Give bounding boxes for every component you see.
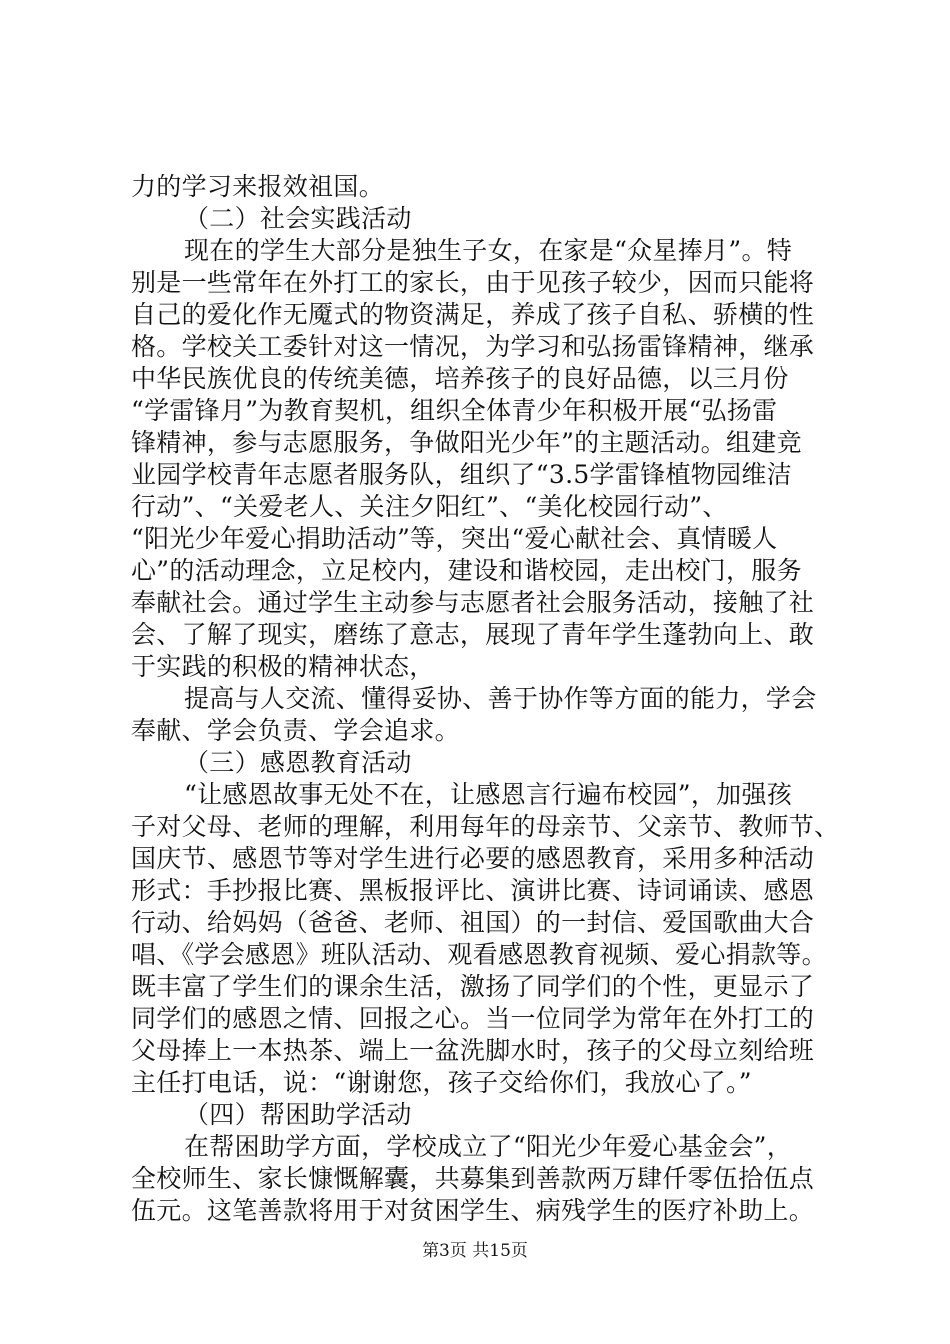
text-line: 主任打电话，说：“谢谢您，孩子交给你们，我放心了。” (131, 1068, 752, 1097)
text-line: 力的学习来报效祖国。 (131, 172, 385, 201)
text-line: 会、了解了现实，磨练了意志，展现了青年学生蓬勃向上、敢 (131, 620, 815, 649)
text-line: 奉献社会。通过学生主动参与志愿者社会服务活动，接触了社 (131, 588, 815, 617)
text-line: 在帮困助学方面，学校成立了“阳光少年爱心基金会”， (184, 1132, 793, 1161)
text-line: 形式：手抄报比赛、黑板报评比、演讲比赛、诗词诵读、感恩 (131, 876, 815, 905)
text-line: 伍元。这笔善款将用于对贫困学生、病残学生的医疗补助上。 (131, 1196, 815, 1225)
text-line: “学雷锋月”为教育契机，组织全体青少年积极开展“弘扬雷 (131, 396, 778, 425)
text-line: 于实践的积极的精神状态， (131, 652, 435, 681)
text-line: 国庆节、感恩节等对学生进行必要的感恩教育，采用多种活动 (131, 844, 815, 873)
text-line: “阳光少年爱心捐助活动”等，突出“爱心献社会、真情暖人 (131, 524, 778, 553)
page-number: 第3页 共15页 (422, 1241, 528, 1261)
section-heading: （三）感恩教育活动 (184, 748, 412, 777)
section-heading: （四）帮困助学活动 (184, 1100, 412, 1129)
text-line: 行动”、“关爱老人、关注夕阳红”、“美化校园行动”、 (131, 492, 728, 521)
text-line: 唱、《学会感恩》班队活动、观看感恩教育视频、爱心捐款等。 (131, 940, 827, 969)
text-line: 别是一些常年在外打工的家长，由于见孩子较少，因而只能将 (131, 268, 815, 297)
text-line: 全校师生、家长慷慨解囊，共募集到善款两万肆仟零伍拾伍点 (131, 1164, 815, 1193)
text-line: 子对父母、老师的理解，利用每年的母亲节、父亲节、教师节、 (131, 812, 840, 841)
text-line: “让感恩故事无处不在，让感恩言行遍布校园”，加强孩 (184, 780, 793, 809)
text-line: 锋精神，参与志愿服务，争做阳光少年”的主题活动。组建竞 (131, 428, 802, 457)
text-line: 同学们的感恩之情、回报之心。当一位同学为常年在外打工的 (131, 1004, 815, 1033)
text-line: 现在的学生大部分是独生子女，在家是“众星捧月”。特 (184, 236, 793, 265)
text-line: 既丰富了学生们的课余生活，激扬了同学们的个性，更显示了 (131, 972, 815, 1001)
text-line: 提高与人交流、懂得妥协、善于协作等方面的能力，学会 (184, 684, 817, 713)
text-line: 中华民族优良的传统美德，培养孩子的良好品德，以三月份 (131, 364, 789, 393)
text-line: 奉献、学会负责、学会追求。 (131, 716, 460, 745)
text-line: 行动、给妈妈（爸爸、老师、祖国）的一封信、爱国歌曲大合 (131, 908, 815, 937)
text-line: 心”的活动理念，立足校内，建设和谐校园，走出校门，服务 (131, 556, 802, 585)
text-line: 格。学校关工委针对这一情况，为学习和弘扬雷锋精神，继承 (131, 332, 815, 361)
text-line: 父母捧上一本热茶、端上一盆洗脚水时，孩子的父母立刻给班 (131, 1036, 815, 1065)
text-line: 业园学校青年志愿者服务队，组织了“3.5学雷锋植物园维洁 (131, 460, 792, 489)
section-heading: （二）社会实践活动 (184, 204, 412, 233)
text-line: 自己的爱化作无魇式的物资满足，养成了孩子自私、骄横的性 (131, 300, 815, 329)
